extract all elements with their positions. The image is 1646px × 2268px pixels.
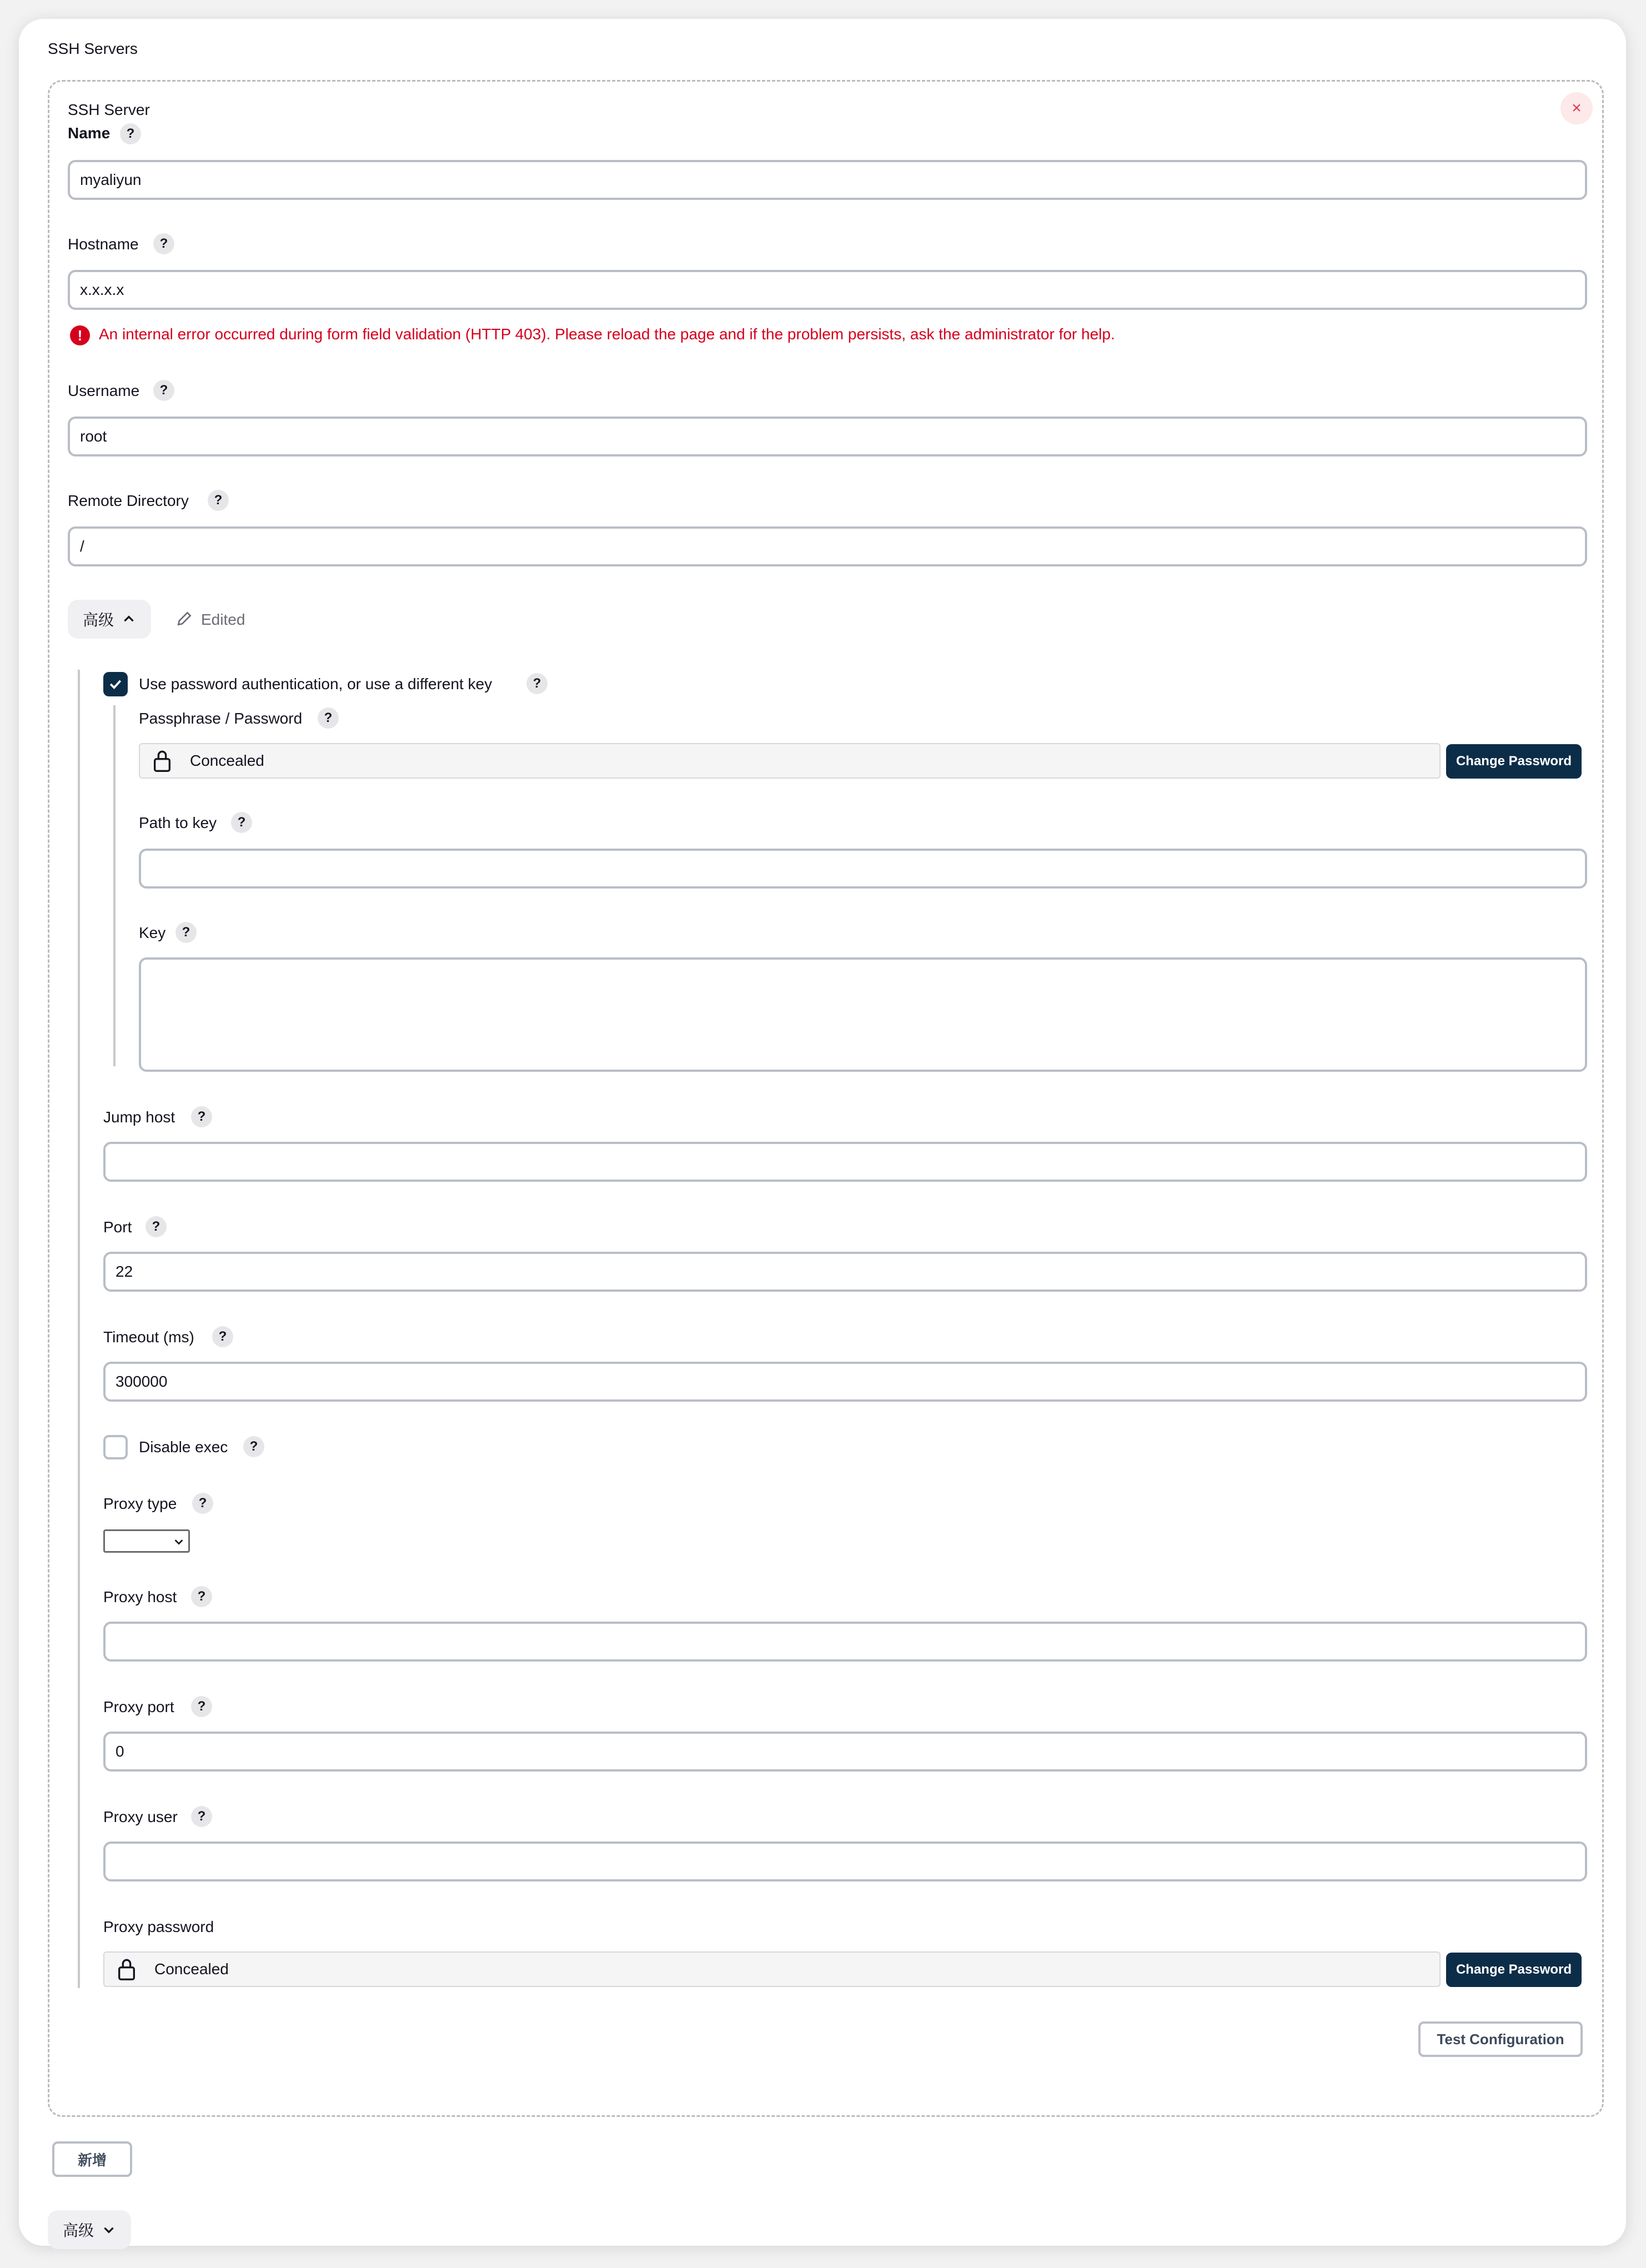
remote-directory-label: Remote Directory: [68, 492, 189, 509]
proxy-type-select[interactable]: [103, 1529, 190, 1553]
disable-exec-label: Disable exec: [139, 1438, 228, 1456]
port-value: 22: [116, 1263, 133, 1280]
help-icon[interactable]: ?: [526, 673, 548, 694]
server-heading: SSH Server: [68, 101, 150, 118]
proxy-host-label: Proxy host: [103, 1588, 177, 1605]
passphrase-value: Concealed: [190, 752, 264, 769]
help-icon[interactable]: ?: [153, 233, 174, 254]
footer-advanced-label: 高级: [62, 2222, 94, 2239]
proxy-host-input[interactable]: [103, 1622, 1587, 1662]
help-icon[interactable]: ?: [318, 708, 339, 729]
ssh-server-block: [48, 80, 1604, 2117]
error-icon: !: [70, 325, 90, 345]
proxy-port-value: 0: [116, 1743, 124, 1760]
help-icon[interactable]: ?: [231, 812, 252, 833]
remote-directory-input[interactable]: [68, 526, 1587, 566]
checkmark-icon: [107, 676, 124, 693]
advanced-toggle-button[interactable]: [68, 600, 151, 639]
edited-label: Edited: [201, 611, 245, 628]
username-input[interactable]: [68, 417, 1587, 456]
proxy-type-label: Proxy type: [103, 1495, 177, 1512]
help-icon[interactable]: ?: [191, 1696, 212, 1717]
chevron-up-icon: [122, 612, 136, 626]
delete-server-button[interactable]: [1560, 92, 1593, 124]
advanced-label: 高级: [82, 611, 114, 629]
proxy-port-input[interactable]: [103, 1732, 1587, 1772]
help-icon[interactable]: ?: [243, 1436, 264, 1457]
name-label: Name: [68, 124, 111, 142]
help-icon[interactable]: ?: [120, 123, 141, 144]
passphrase-field: [139, 743, 1441, 779]
hostname-error: An internal error occurred during form field validation (HTTP 403). Please reload the page and if the problem persists, ask the administrator for help.: [99, 325, 1115, 343]
proxy-port-label: Proxy port: [103, 1698, 174, 1715]
username-value: root: [80, 428, 107, 445]
path-to-key-label: Path to key: [139, 814, 217, 831]
pencil-icon: [175, 610, 193, 628]
chevron-down-icon: [102, 2222, 116, 2237]
proxy-password-label: Proxy password: [103, 1918, 214, 1935]
port-label: Port: [103, 1218, 132, 1236]
proxy-user-input[interactable]: [103, 1842, 1587, 1881]
use-password-label: Use password authentication, or use a different key: [139, 675, 493, 693]
advanced-section-bar: [78, 670, 80, 1988]
username-label: Username: [68, 382, 140, 399]
name-value: myaliyun: [80, 171, 142, 188]
test-configuration-button[interactable]: Test Configuration: [1418, 2021, 1583, 2057]
proxy-password-value: Concealed: [154, 1960, 229, 1978]
key-textarea[interactable]: [139, 957, 1587, 1072]
name-input[interactable]: [68, 160, 1587, 200]
jump-host-label: Jump host: [103, 1108, 175, 1126]
passphrase-label: Passphrase / Password: [139, 710, 303, 727]
help-icon[interactable]: ?: [175, 922, 197, 943]
add-server-button[interactable]: 新增: [52, 2141, 132, 2177]
path-to-key-input[interactable]: [139, 849, 1587, 889]
help-icon[interactable]: ?: [212, 1326, 233, 1347]
close-icon: ×: [1572, 99, 1582, 117]
help-icon[interactable]: ?: [192, 1493, 213, 1514]
help-icon[interactable]: ?: [191, 1806, 212, 1827]
help-icon[interactable]: ?: [145, 1216, 167, 1237]
timeout-value: 300000: [116, 1373, 168, 1390]
help-icon[interactable]: ?: [208, 490, 229, 511]
hostname-label: Hostname: [68, 235, 139, 253]
key-label: Key: [139, 924, 166, 941]
timeout-label: Timeout (ms): [103, 1328, 194, 1346]
help-icon[interactable]: ?: [191, 1586, 212, 1607]
remote-directory-value: /: [80, 538, 84, 555]
proxy-change-password-button[interactable]: Change Password: [1446, 1953, 1582, 1987]
proxy-password-field: [103, 1951, 1441, 1987]
hostname-value: x.x.x.x: [80, 281, 124, 298]
hostname-input[interactable]: [68, 270, 1587, 310]
jump-host-input[interactable]: [103, 1142, 1587, 1182]
lock-icon: [116, 1957, 138, 1981]
chevron-down-icon: [173, 1536, 185, 1548]
lock-icon: [151, 749, 173, 773]
timeout-input[interactable]: [103, 1362, 1587, 1402]
change-password-button[interactable]: Change Password: [1446, 744, 1582, 779]
port-input[interactable]: [103, 1252, 1587, 1292]
password-section-bar: [113, 705, 116, 1066]
footer-advanced-button[interactable]: [48, 2210, 131, 2249]
help-icon[interactable]: ?: [153, 380, 174, 401]
use-password-checkbox[interactable]: [103, 672, 128, 696]
proxy-user-label: Proxy user: [103, 1808, 178, 1825]
section-title: SSH Servers: [48, 40, 138, 57]
help-icon[interactable]: ?: [191, 1106, 212, 1127]
disable-exec-checkbox[interactable]: [103, 1435, 128, 1459]
